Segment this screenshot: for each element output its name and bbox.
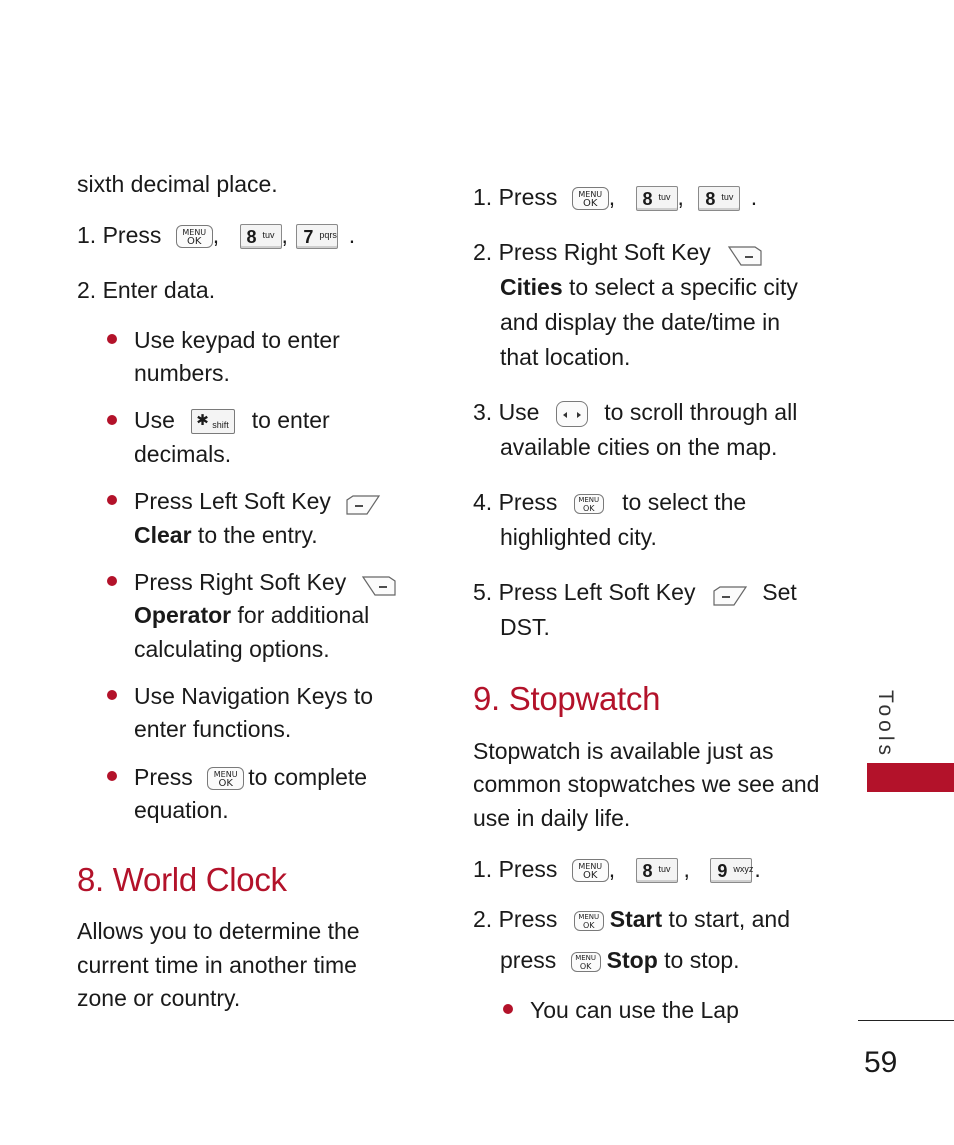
bullet-icon	[503, 1004, 513, 1014]
wc-step-5-text: 5. Press Left Soft Key	[473, 579, 696, 605]
cities-label: Cities	[500, 274, 563, 300]
comma: ,	[608, 184, 616, 210]
wc-step-2-line-1	[473, 235, 763, 269]
bullet-icon	[107, 690, 117, 700]
sw-step-1-label: 1. Press	[473, 856, 558, 882]
text-sixth-decimal: sixth decimal place.	[77, 171, 278, 197]
heading-stopwatch: 9. Stopwatch	[473, 680, 661, 717]
bullet-icon	[107, 495, 117, 505]
menu-ok-key-icon: MENU OK	[571, 952, 601, 972]
comma: ,	[677, 184, 684, 210]
wc-step-2-line-2	[500, 270, 798, 304]
wc-step-3-use: 3. Use	[473, 399, 540, 425]
bullet-3-line-2	[134, 518, 318, 552]
wc-step-2-line-3: and display the date/time in	[500, 309, 781, 335]
bullet-4-text: Press Right Soft Key	[134, 569, 347, 595]
sw-step-2-rest-2: to stop.	[657, 947, 740, 973]
wc-step-2-line-4: that location.	[500, 344, 631, 370]
operator-label: Operator	[134, 602, 232, 628]
bullet-6-line-2: equation.	[134, 797, 229, 823]
right-soft-key-icon	[361, 572, 397, 596]
step-1-row	[77, 218, 355, 252]
right-soft-key-icon	[727, 242, 763, 266]
comma: ,	[281, 222, 288, 248]
bullet-4-line-2	[134, 598, 369, 632]
sw-bullet-1: You can use the Lap	[530, 997, 739, 1023]
menu-ok-key-icon: MENU OK	[574, 911, 604, 931]
stopwatch-line-2: common stopwatches we see and	[473, 771, 820, 797]
sw-step-2-line-1	[473, 902, 790, 936]
bullet-icon	[107, 576, 117, 586]
menu-ok-key-icon: MENU OK	[572, 859, 609, 882]
sw-step-1-row	[473, 852, 761, 886]
wc-step-1-label: 1. Press	[473, 184, 558, 210]
left-soft-key-icon	[345, 491, 381, 515]
menu-ok-key-icon: MENU OK	[207, 767, 244, 790]
step-2-text: 2. Enter data.	[77, 277, 216, 303]
sw-step-2-line-2	[500, 943, 740, 977]
navigation-key-icon	[556, 401, 588, 427]
key-7-icon: 7 pqrs	[296, 224, 338, 249]
key-8-icon: 8 tuv	[698, 186, 740, 211]
wc-step-4-line-2: highlighted city.	[500, 524, 657, 550]
wc-step-4-press: 4. Press	[473, 489, 558, 515]
sw-step-2-press-2: press	[500, 947, 557, 973]
sw-step-2-press: 2. Press	[473, 906, 558, 932]
bullet-2-rest: to enter	[251, 407, 330, 433]
bullet-4-line-3: calculating options.	[134, 636, 330, 662]
wc-step-3-line-2: available cities on the map.	[500, 434, 778, 460]
wc-step-3-line-1	[473, 395, 797, 429]
footer-rule	[858, 1020, 954, 1021]
bullet-6-rest: to complete	[248, 764, 368, 790]
bullet-1-line-1: Use keypad to enter	[134, 327, 340, 353]
star-shift-key-icon: ✱ shift	[191, 409, 235, 434]
wc-step-3-rest: to scroll through all	[604, 399, 798, 425]
heading-world-clock: 8. World Clock	[77, 861, 287, 898]
wc-step-1-row	[473, 180, 757, 214]
bullet-4-line-1	[134, 565, 397, 599]
section-tab-marker	[867, 763, 954, 792]
bullet-6-line-1	[134, 760, 367, 794]
page-number: 59	[864, 1046, 898, 1079]
left-soft-key-icon	[712, 582, 748, 606]
period: .	[754, 856, 761, 882]
wc-step-4-line-1	[473, 485, 746, 519]
start-label: Start	[609, 906, 663, 932]
wc-step-2-text: 2. Press Right Soft Key	[473, 239, 711, 265]
bullet-2-use: Use	[134, 407, 175, 433]
period: .	[750, 184, 758, 210]
stopwatch-line-1: Stopwatch is available just as	[473, 738, 774, 764]
bullet-2-line-1	[134, 403, 330, 437]
stop-label: Stop	[606, 947, 658, 973]
key-8-icon: 8 tuv	[636, 858, 678, 883]
comma: ,	[683, 856, 690, 882]
bullet-6-press: Press	[134, 764, 193, 790]
bullet-icon	[107, 771, 117, 781]
key-8-icon: 8 tuv	[636, 186, 678, 211]
world-clock-line-2: current time in another time	[77, 952, 357, 978]
bullet-5-line-1: Use Navigation Keys to	[134, 683, 374, 709]
bullet-3-rest: to the entry.	[191, 522, 318, 548]
set-label: Set	[762, 579, 797, 605]
menu-ok-key-icon: MENU OK	[572, 187, 609, 210]
menu-ok-key-icon: MENU OK	[574, 494, 604, 514]
sw-step-2-rest: to start, and	[662, 906, 791, 932]
comma: ,	[608, 856, 616, 882]
bullet-icon	[107, 415, 117, 425]
wc-step-4-rest: to select the	[622, 489, 747, 515]
menu-ok-key-icon: MENU OK	[176, 225, 213, 248]
comma: ,	[212, 222, 220, 248]
clear-label: Clear	[134, 522, 192, 548]
bullet-icon	[107, 334, 117, 344]
bullet-3-line-1	[134, 484, 381, 518]
wc-step-5-line-1	[473, 575, 797, 609]
bullet-2-line-2: decimals.	[134, 441, 232, 467]
wc-step-2-rest: to select a specific city	[562, 274, 798, 300]
bullet-3-text: Press Left Soft Key	[134, 488, 331, 514]
bullet-4-rest: for additional	[231, 602, 370, 628]
key-8-icon: 8 tuv	[240, 224, 282, 249]
world-clock-line-3: zone or country.	[77, 985, 241, 1011]
world-clock-line-1: Allows you to determine the	[77, 918, 360, 944]
bullet-5-line-2: enter functions.	[134, 716, 292, 742]
section-label-tools: Tools	[874, 690, 897, 760]
step-1-label: 1. Press	[77, 222, 162, 248]
stopwatch-line-3: use in daily life.	[473, 805, 631, 831]
bullet-1-line-2: numbers.	[134, 360, 230, 386]
wc-step-5-line-2: DST.	[500, 614, 550, 640]
key-9-icon: 9 wxyz	[710, 858, 752, 883]
period: .	[348, 222, 356, 248]
